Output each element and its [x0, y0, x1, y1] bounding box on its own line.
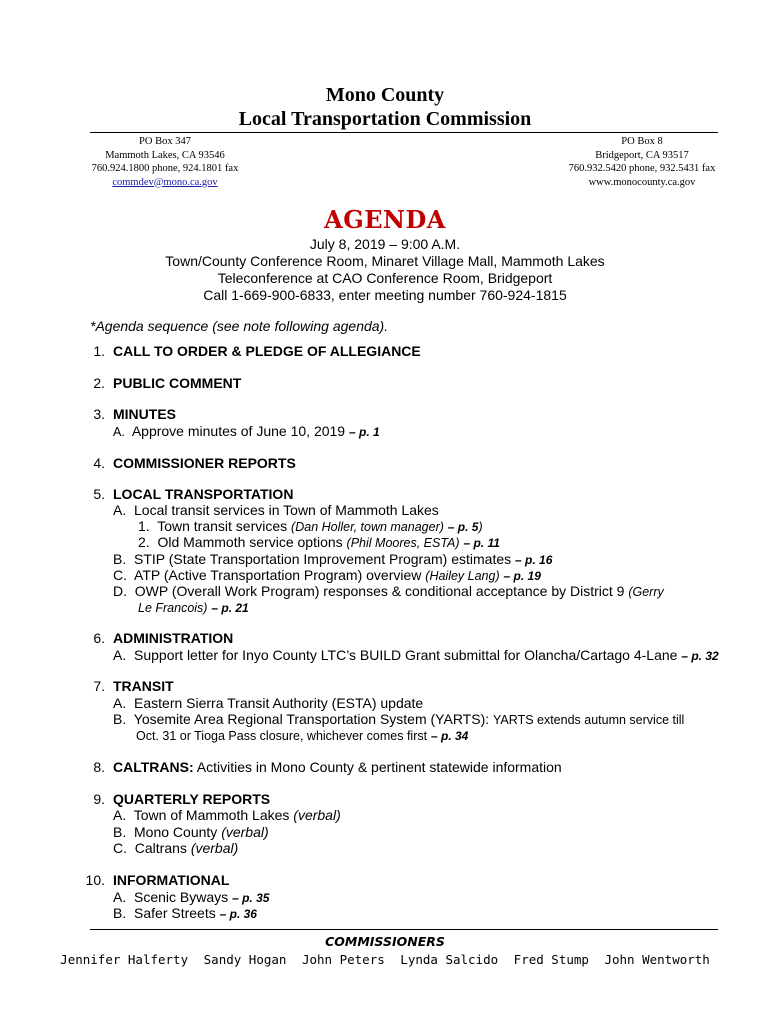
sub-item	[113, 567, 541, 583]
item-number: 4.	[93, 455, 105, 471]
sub-item-text: Support letter for Inyo County LTC’s BUILD Grant submittal for Olancha/Cartago 4-Lane	[134, 647, 678, 663]
address-line: PO Box 347	[139, 136, 191, 147]
item-heading: CALTRANS:	[113, 759, 194, 775]
page-ref: – p. 16	[515, 553, 553, 567]
meeting-location: Town/County Conference Room, Minaret Village Mall, Mammoth Lakes	[165, 253, 605, 269]
item-number: 10.	[85, 872, 105, 888]
sub-item-letter: A.	[113, 502, 127, 518]
page-ref: – p. 5	[447, 520, 479, 534]
commissioner-name: Sandy Hogan	[203, 952, 287, 967]
sub-item-continuation	[138, 599, 249, 615]
teleconference-location: Teleconference at CAO Conference Room, Bridgeport	[217, 270, 553, 286]
sub-item-letter: 1.	[138, 518, 150, 534]
item-heading: QUARTERLY REPORTS	[113, 791, 271, 807]
sub-item-text: STIP (State Transportation Improvement Program) estimates	[134, 551, 512, 567]
page-ref: – p. 34	[430, 729, 469, 743]
commissioner-name: Lynda Salcido	[400, 952, 499, 967]
email-link[interactable]: commdev@mono.ca.gov	[112, 176, 218, 188]
sub-item-text: Mono County	[134, 824, 218, 840]
sub-item-text: OWP (Overall Work Program) responses & conditional acceptance by District 9	[134, 583, 625, 599]
commissioner-name: Fred Stump	[513, 952, 589, 967]
sub-item-letter: A.	[113, 807, 127, 823]
sub-item-letter: A.	[113, 425, 125, 439]
sub-item	[113, 647, 719, 663]
right-address-block	[542, 135, 742, 189]
sub-item	[113, 502, 439, 518]
footer-divider	[90, 929, 718, 930]
sub-item	[113, 695, 423, 711]
page-ref: – p. 11	[463, 536, 500, 550]
page-ref: – p. 36	[219, 907, 257, 921]
website-text: www.monocounty.ca.gov	[588, 176, 696, 188]
item-heading: MINUTES	[113, 406, 176, 422]
sub-item	[113, 807, 341, 823]
address-line: Mammoth Lakes, CA 93546	[105, 149, 225, 161]
address-line: PO Box 8	[621, 136, 663, 147]
commissioner-name: Jennifer Halferty	[60, 952, 189, 967]
sub-item-letter: A.	[113, 695, 127, 711]
sub-item-letter: B.	[113, 905, 127, 921]
sub-item-detail: YARTS extends autumn service till	[493, 713, 685, 727]
presenter: (Phil Moores, ESTA)	[346, 536, 460, 550]
item-number: 2.	[93, 375, 105, 391]
page-ref: – p. 35	[232, 891, 270, 905]
sub-item	[113, 905, 257, 921]
sub-item-letter: B.	[113, 551, 127, 567]
document-title: Mono County	[325, 84, 445, 106]
sub-item-note: (verbal)	[190, 840, 239, 856]
sub-item-continuation	[136, 727, 468, 743]
meeting-date: July 8, 2019 – 9:00 A.M.	[309, 236, 461, 252]
commissioners-list	[0, 952, 770, 967]
sub-sub-item	[138, 518, 483, 534]
sub-item-letter: B.	[113, 711, 127, 727]
sub-item-note: (verbal)	[221, 824, 269, 840]
item-heading: LOCAL TRANSPORTATION	[113, 486, 294, 502]
item-heading: COMMISSIONER REPORTS	[113, 455, 296, 471]
sub-item-text: Old Mammoth service options	[157, 534, 343, 550]
item-number: 6.	[93, 630, 105, 646]
page-ref: – p. 21	[211, 601, 249, 615]
agenda-note: *Agenda sequence (see note following agenda).	[90, 318, 389, 334]
sub-item-note: (verbal)	[293, 807, 341, 823]
sub-item	[113, 824, 269, 840]
page-ref: – p. 1	[348, 425, 380, 439]
sub-item-letter: A.	[113, 889, 127, 905]
closing-paren: )	[478, 520, 483, 534]
sub-item	[113, 423, 380, 439]
item-heading: ADMINISTRATION	[113, 630, 234, 646]
sub-item-text: Eastern Sierra Transit Authority (ESTA) update	[134, 695, 424, 711]
sub-item	[113, 889, 269, 905]
item-text: Activities in Mono County & pertinent statewide information	[196, 759, 562, 775]
sub-item-text: Caltrans	[134, 840, 187, 856]
sub-item-text: Safer Streets	[134, 905, 216, 921]
sub-item-text: Town transit services	[157, 518, 288, 534]
sub-item	[113, 840, 238, 856]
page-ref: – p. 19	[503, 569, 541, 583]
sub-sub-item	[138, 534, 500, 550]
sub-item-text: ATP (Active Transportation Program) overview	[134, 567, 422, 583]
sub-item-letter: A.	[113, 647, 127, 663]
item-number: 3.	[93, 406, 105, 422]
commissioner-name: John Wentworth	[604, 952, 710, 967]
item-number: 1.	[93, 343, 105, 359]
address-line: Bridgeport, CA 93517	[595, 149, 689, 161]
item-heading: CALL TO ORDER & PLEDGE OF ALLEGIANCE	[113, 343, 421, 359]
sub-item	[113, 551, 552, 567]
presenter: (Dan Holler, town manager)	[291, 520, 444, 534]
commissioner-name: John Peters	[301, 952, 385, 967]
sub-item-text: Local transit services in Town of Mammoth Lakes	[134, 502, 439, 518]
sub-item-detail: Oct. 31 or Tioga Pass closure, whichever comes first	[136, 729, 428, 743]
address-line: 760.924.1800 phone, 924.1801 fax	[91, 163, 239, 174]
left-address-block	[75, 135, 255, 189]
sub-item-letter: D.	[113, 583, 127, 599]
item-number: 8.	[93, 759, 105, 775]
document-subtitle: Local Transportation Commission	[238, 108, 532, 130]
call-in-info: Call 1-669-900-6833, enter meeting number 760-924-1815	[203, 287, 567, 303]
sub-item-text: Town of Mammoth Lakes	[133, 807, 290, 823]
header-divider	[90, 132, 718, 133]
sub-item-letter: 2.	[138, 534, 150, 550]
agenda-title: AGENDA	[324, 205, 446, 234]
sub-item-letter: C.	[113, 840, 127, 856]
page-ref: – p. 32	[681, 649, 719, 663]
sub-item	[113, 711, 684, 727]
item-heading-line	[113, 759, 562, 775]
item-number: 7.	[93, 678, 105, 694]
item-number: 9.	[93, 791, 105, 807]
presenter: Le Francois)	[138, 601, 208, 615]
sub-item-letter: C.	[113, 567, 127, 583]
address-line: 760.932.5420 phone, 932.5431 fax	[568, 163, 716, 174]
sub-item-text: Approve minutes of June 10, 2019	[131, 423, 346, 439]
commissioners-heading: COMMISSIONERS	[325, 934, 445, 949]
presenter: (Hailey Lang)	[425, 569, 500, 583]
sub-item	[113, 583, 664, 599]
item-heading: TRANSIT	[113, 678, 174, 694]
presenter: (Gerry	[628, 585, 664, 599]
item-heading: INFORMATIONAL	[113, 872, 230, 888]
sub-item-text: Scenic Byways	[134, 889, 229, 905]
item-heading: PUBLIC COMMENT	[113, 375, 242, 391]
item-number: 5.	[93, 486, 105, 502]
sub-item-letter: B.	[113, 824, 127, 840]
sub-item-text: Yosemite Area Regional Transportation System (YARTS):	[133, 711, 490, 727]
